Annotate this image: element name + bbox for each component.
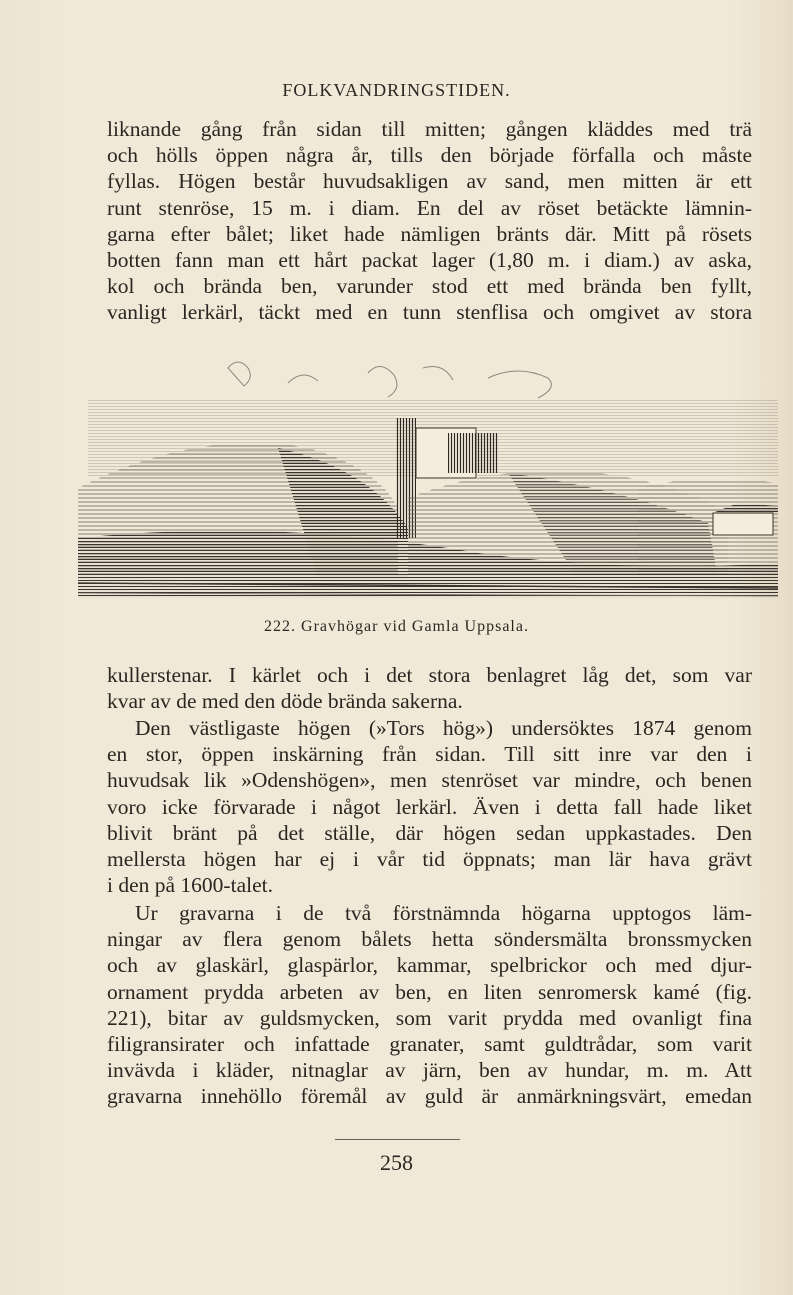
paragraph-1 — [107, 116, 752, 326]
text-line: och av glaskärl, glaspärlor, kammar, spelbrickor och med djur- — [107, 953, 752, 978]
running-header: FOLKVANDRINGSTIDEN. — [282, 80, 511, 100]
text-line: kol och brända ben, varunder stod ett med brända ben fyllt, — [107, 274, 752, 299]
text-line: kullerstenar. I kärlet och i det stora benlagret låg det, som var — [107, 663, 752, 687]
text-line: ornament prydda arbeten av ben, en liten senromersk kamé (fig. — [107, 979, 752, 1004]
text-line: voro icke förvarade i något lerkärl. Även i detta fall hade liket — [107, 794, 752, 819]
paragraph-3 — [107, 715, 752, 898]
text-line: liknande gång från sidan till mitten; gången kläddes med trä — [107, 117, 752, 141]
page-number: 258 — [380, 1150, 413, 1175]
text-line: botten fann man ett hårt packat lager (1,80 m. i diam.) av aska, — [107, 248, 752, 273]
paragraph-4 — [107, 900, 752, 1110]
text-line: blivit bränt på det ställe, där högen sedan uppkastades. Den — [107, 820, 752, 845]
text-line: i den på 1600-talet. — [107, 873, 273, 898]
text-line: mellersta högen har ej i vår tid öppnats; man lär hava grävt — [107, 847, 752, 872]
text-line: invävda i kläder, nitnaglar av järn, ben av hundar, m. m. Att — [107, 1058, 752, 1083]
text-line: kvar av de med den döde brända sakerna. — [107, 689, 463, 714]
text-line: filigransirater och infattade granater, samt guldtrådar, som varit — [107, 1032, 752, 1057]
paragraph-2 — [107, 662, 752, 714]
text-line: en stor, öppen inskärning från sidan. Till sitt inre var den i — [107, 742, 752, 767]
text-line: runt stenröse, 15 m. i diam. En del av röset betäckte lämnin- — [107, 195, 752, 220]
text-line: Ur gravarna i de två förstnämnda högarna upptogos läm- — [135, 901, 752, 925]
footer-rule — [335, 1139, 460, 1140]
text-line: vanligt lerkärl, täckt med en tunn stenflisa och omgivet av stora — [107, 300, 752, 325]
text-line: och hölls öppen några år, tills den började förfalla och måste — [107, 143, 752, 168]
text-line: fyllas. Högen består huvudsakligen av sand, men mitten är ett — [107, 169, 752, 194]
text-line: 221), bitar av guldsmycken, som varit prydda med ovanligt fina — [107, 1005, 752, 1030]
text-line: gravarna innehöllo föremål av guld är anmärkningsvärt, emedan — [107, 1084, 752, 1109]
text-line: ningar av flera genom bålets hetta söndersmälta bronssmycken — [107, 927, 752, 952]
text-line: garna efter bålet; liket hade nämligen bränts där. Mitt på rösets — [107, 221, 752, 246]
text-line: huvudsak lik »Odenshögen», men stenröset var mindre, och benen — [107, 768, 752, 793]
burial-mounds-illustration — [78, 348, 778, 610]
figure-caption: 222. Gravhögar vid Gamla Uppsala. — [264, 618, 529, 635]
text-line: Den västligaste högen (»Tors hög») undersöktes 1874 genom — [135, 716, 752, 740]
